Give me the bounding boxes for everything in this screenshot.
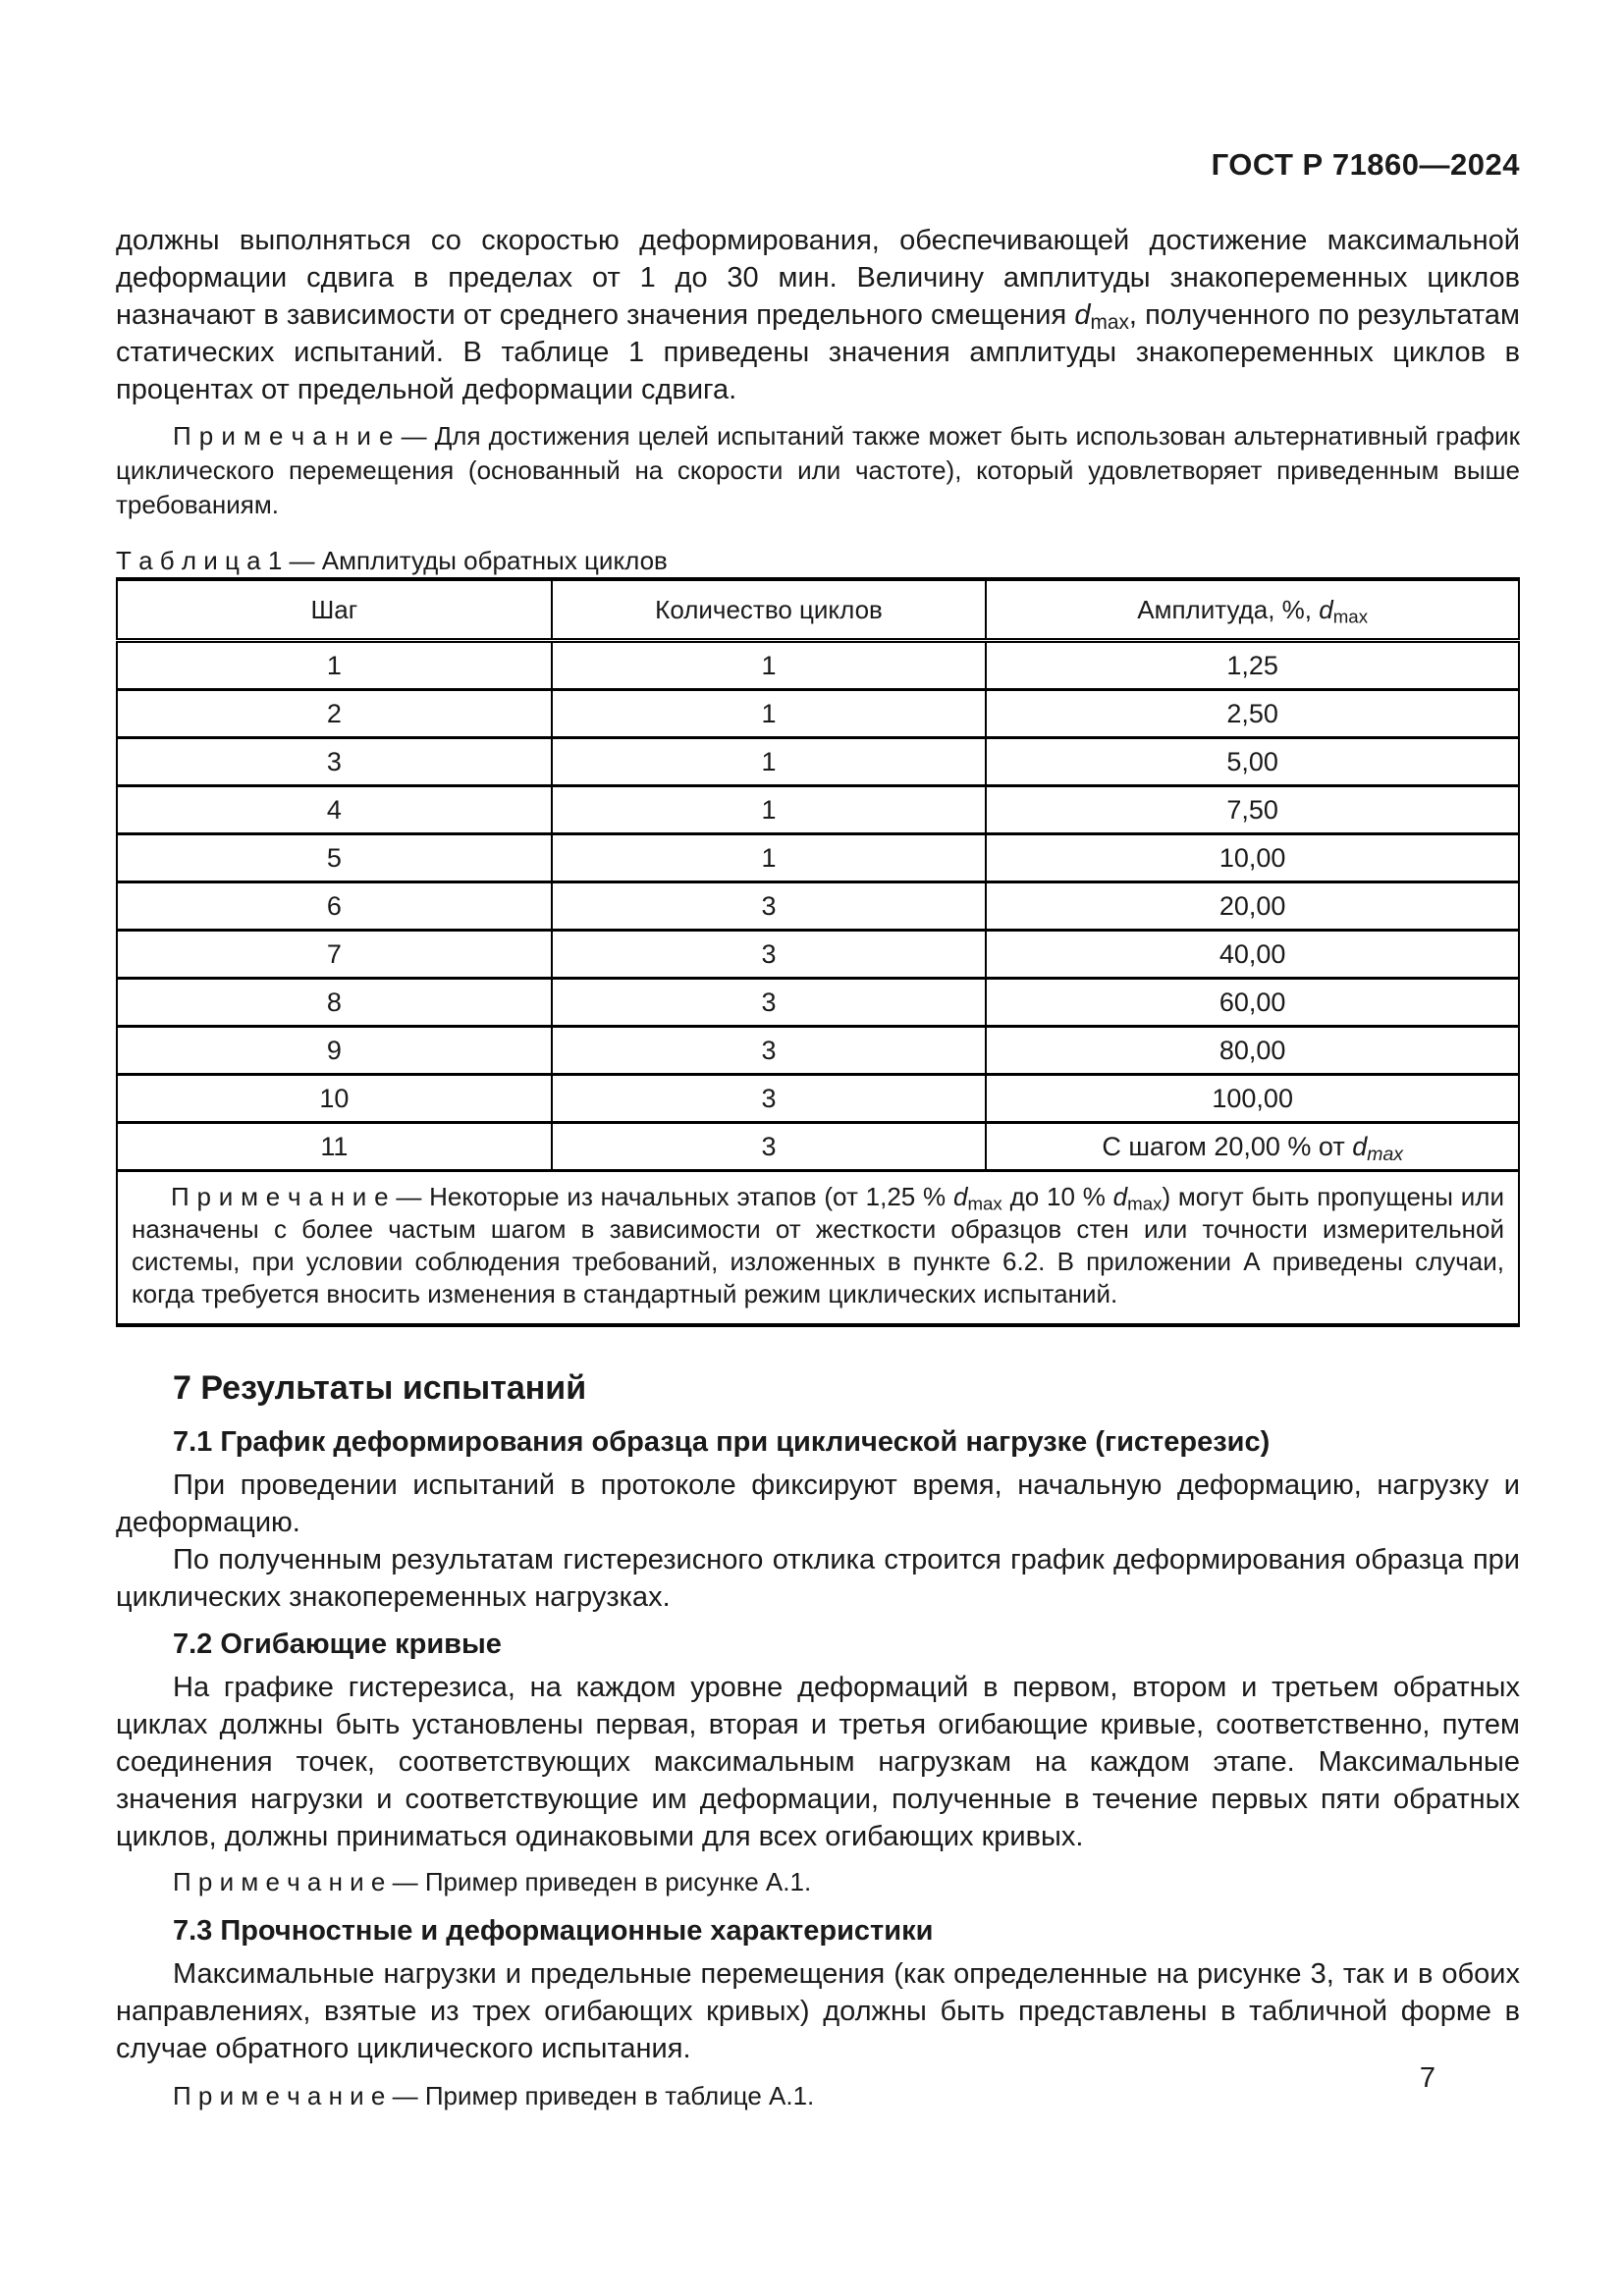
paragraph-7-1-protocol: При проведении испытаний в протоколе фиксируют время, начальную деформацию, нагрузку и деформацию. — [116, 1469, 1520, 1538]
cell-amplitude: 1,25 — [986, 641, 1519, 690]
cell-cycles: 1 — [552, 641, 987, 690]
table-body — [117, 641, 1519, 1171]
cell-cycles: 1 — [552, 690, 987, 738]
cell-step: 2 — [117, 690, 552, 738]
table-row — [117, 834, 1519, 882]
cell-step: 5 — [117, 834, 552, 882]
table-row — [117, 1075, 1519, 1123]
column-header-step: Шаг — [117, 579, 552, 641]
section-7-1-heading: 7.1 График деформирования образца при циклической нагрузке (гистерезис) — [173, 1426, 1271, 1458]
cell-cycles: 1 — [552, 834, 987, 882]
cell-amplitude: 7,50 — [986, 786, 1519, 834]
cell-amplitude: 2,50 — [986, 690, 1519, 738]
cell-step: 6 — [117, 882, 552, 931]
table-note-row — [117, 1171, 1519, 1326]
table-row — [117, 979, 1519, 1027]
table-row — [117, 786, 1519, 834]
column-header-cycles: Количество циклов — [552, 579, 987, 641]
cell-amplitude: 40,00 — [986, 931, 1519, 979]
cell-cycles: 3 — [552, 931, 987, 979]
cell-step: 10 — [117, 1075, 552, 1123]
table-row — [117, 690, 1519, 738]
cell-amplitude: 100,00 — [986, 1075, 1519, 1123]
cell-amplitude: 20,00 — [986, 882, 1519, 931]
cell-amplitude: 10,00 — [986, 834, 1519, 882]
table-caption: Т а б л и ц а 1 — Амплитуды обратных циклов — [116, 546, 668, 575]
cell-cycles: 1 — [552, 786, 987, 834]
cell-step: 1 — [117, 641, 552, 690]
page-number: 7 — [1419, 2062, 1435, 2094]
paragraph-7-2-envelopes: На графике гистерезиса, на каждом уровне деформаций в первом, втором и третьем обратных циклах должны быть установлены первая, вторая и третья огибающие кривые, соответственно, путем соединения точек, соответствующих максимальным нагрузкам на каждом этапе. Максимальные значения нагрузки и соответствующие им деформации, полученные в течение первых пяти обратных циклов, должны приниматься одинаковыми для всех огибающих кривых. — [116, 1672, 1520, 1852]
table-header-row — [117, 579, 1519, 641]
table-row — [117, 882, 1519, 931]
cell-amplitude: 60,00 — [986, 979, 1519, 1027]
cell-cycles: 3 — [552, 1027, 987, 1075]
table-row — [117, 738, 1519, 786]
cell-amplitude: 5,00 — [986, 738, 1519, 786]
table-note: П р и м е ч а н и е — Некоторые из начальных этапов (от 1,25 % dmax до 10 % dmax) могут быть пропущены или назначены с более частым шагом в зависимости от жесткости образцов стен или точности измерительной системы, при условии соблюдения требований, изложенных в пункте 6.2. В приложении А приведены случаи, когда требуется вносить изменения в стандартный режим циклических испытаний. — [117, 1171, 1519, 1326]
note-alternative-schedule: П р и м е ч а н и е — Для достижения целей испытаний также может быть использован альтернативный график циклического перемещения (основанный на скорости или частоте), который удовлетворяет приведенным выше требованиям. — [116, 421, 1520, 519]
paragraph-7-3-max-loads: Максимальные нагрузки и предельные перемещения (как определенные на рисунке 3, так и в обоих направлениях, взятые из трех огибающих кривых) должны быть представлены в табличной форме в случае обратного циклического испытания. — [116, 1958, 1520, 2064]
page-content — [116, 0, 1520, 2112]
cell-cycles: 3 — [552, 1123, 987, 1171]
running-header-doc-code: ГОСТ Р 71860—2024 — [1211, 147, 1520, 182]
cell-amplitude: С шагом 20,00 % от dmax — [986, 1123, 1519, 1171]
table-row — [117, 1123, 1519, 1171]
cell-amplitude: 80,00 — [986, 1027, 1519, 1075]
cell-step: 9 — [117, 1027, 552, 1075]
section-7-2-heading: 7.2 Огибающие кривые — [173, 1629, 502, 1660]
table-row — [117, 1027, 1519, 1075]
cell-cycles: 1 — [552, 738, 987, 786]
cell-cycles: 3 — [552, 979, 987, 1027]
cell-step: 7 — [117, 931, 552, 979]
paragraph-loading-rate: должны выполняться со скоростью деформирования, обеспечивающей достижение максимальной деформации сдвига в пределах от 1 до 30 мин. Величину амплитуды знакопеременных циклов назначают в зависимости от среднего значения предельного смещения dmax, полученного по результатам статических испытаний. В таблице 1 приведены значения амплитуды знакопеременных циклов в процентах от предельной деформации сдвига. — [116, 225, 1520, 405]
section-7-3-heading: 7.3 Прочностные и деформационные характеристики — [173, 1915, 934, 1947]
table-footer — [117, 1171, 1519, 1326]
cell-step: 11 — [117, 1123, 552, 1171]
cell-step: 4 — [117, 786, 552, 834]
cell-step: 3 — [117, 738, 552, 786]
cell-step: 8 — [117, 979, 552, 1027]
table-row — [117, 641, 1519, 690]
table-row — [117, 931, 1519, 979]
note-7-2-example: П р и м е ч а н и е — Пример приведен в рисунке А.1. — [173, 1867, 812, 1896]
cell-cycles: 3 — [552, 882, 987, 931]
section-7-heading: 7 Результаты испытаний — [173, 1369, 587, 1407]
cell-cycles: 3 — [552, 1075, 987, 1123]
amplitude-cycles-table — [116, 577, 1520, 1327]
note-7-3-example: П р и м е ч а н и е — Пример приведен в таблице А.1. — [173, 2081, 815, 2110]
column-header-amplitude: Амплитуда, %, dmax — [986, 579, 1519, 641]
paragraph-7-1-hysteresis: По полученным результатам гистерезисного отклика строится график деформирования образца при циклических знакопеременных нагрузках. — [116, 1544, 1520, 1613]
